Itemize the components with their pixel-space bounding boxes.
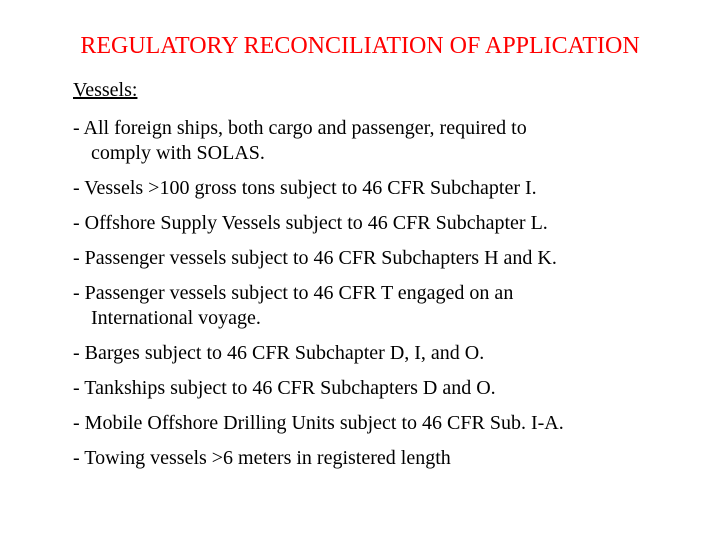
section-heading: Vessels: <box>73 79 138 101</box>
list-item-text: - All foreign ships, both cargo and passenger, required to <box>73 117 527 139</box>
list-item <box>73 246 693 271</box>
list-item-text: - Passenger vessels subject to 46 CFR T engaged on an <box>73 282 514 304</box>
list-item-text: - Passenger vessels subject to 46 CFR Subchapters H and K. <box>73 247 557 269</box>
list-item <box>73 176 693 201</box>
list-item <box>73 211 693 236</box>
list-item-text: - Offshore Supply Vessels subject to 46 CFR Subchapter L. <box>73 212 548 234</box>
list-item <box>73 341 693 366</box>
list-item <box>73 281 693 331</box>
list-item-text: - Vessels >100 gross tons subject to 46 CFR Subchapter I. <box>73 177 537 199</box>
list-item <box>73 376 693 401</box>
list-item-continuation: comply with SOLAS. <box>91 142 265 164</box>
list-item <box>73 116 693 166</box>
list-item-text: - Mobile Offshore Drilling Units subject to 46 CFR Sub. I-A. <box>73 412 564 434</box>
list-item-text: - Tankships subject to 46 CFR Subchapters D and O. <box>73 377 496 399</box>
list-item-text: - Towing vessels >6 meters in registered length <box>73 447 451 469</box>
list-item-text: - Barges subject to 46 CFR Subchapter D, I, and O. <box>73 342 485 364</box>
list-item <box>73 446 693 471</box>
list-item <box>73 411 693 436</box>
bullet-list <box>73 116 693 481</box>
list-item-continuation: International voyage. <box>91 307 261 329</box>
slide-title: REGULATORY RECONCILIATION OF APPLICATION <box>80 33 640 59</box>
